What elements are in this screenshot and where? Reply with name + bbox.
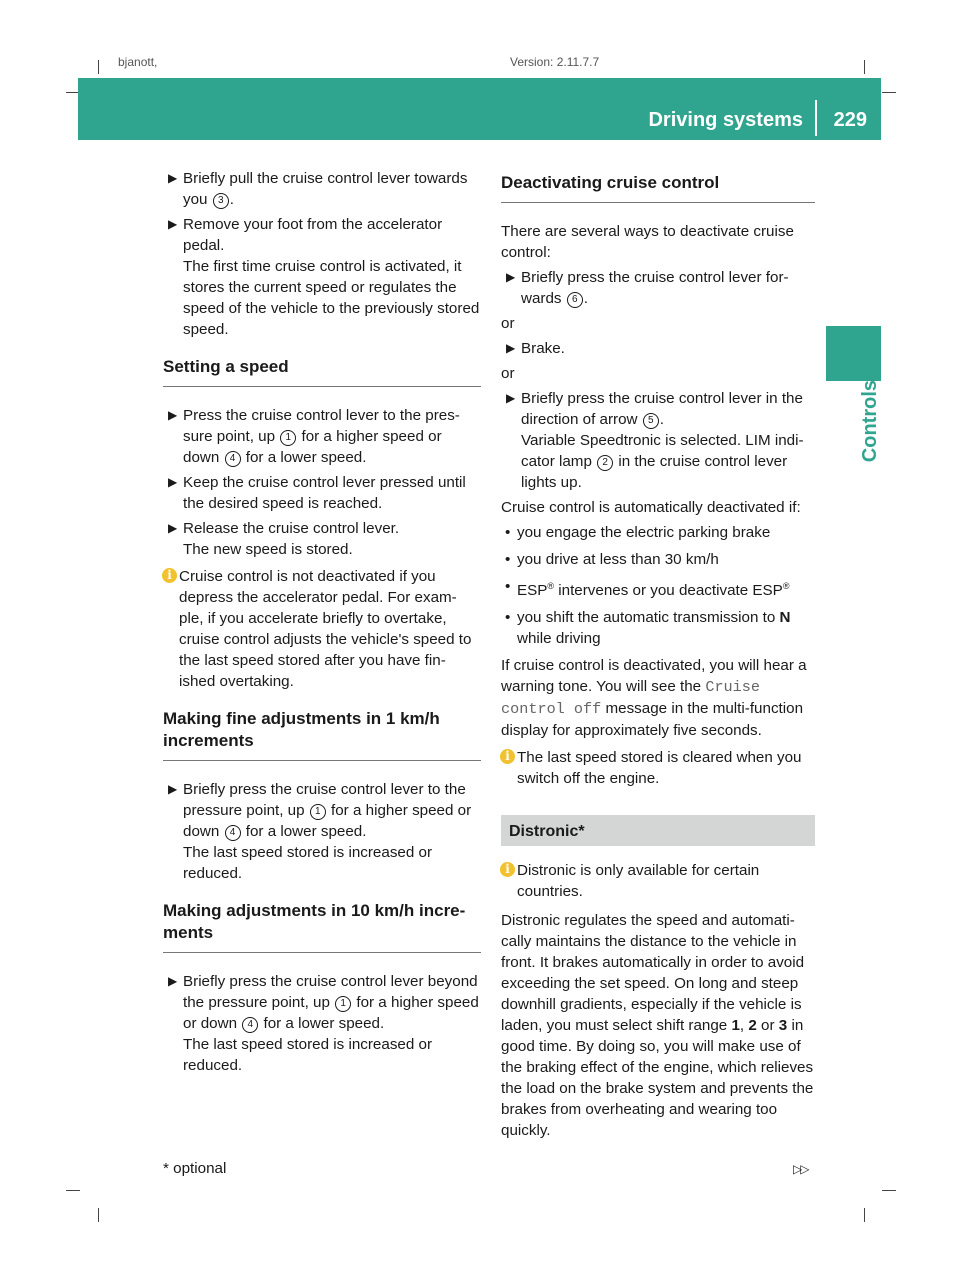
bullet-text: you engage the electric parking brake [517, 524, 771, 541]
left-column [163, 168, 481, 1080]
or-text: or [501, 365, 515, 382]
step-item [163, 214, 481, 340]
slug-left: bjanott, [118, 55, 158, 69]
step-arrow-icon: ▶ [168, 217, 178, 231]
crop-mark [882, 92, 896, 93]
paragraph [501, 655, 815, 741]
info-icon: i [500, 862, 515, 877]
paragraph-text: message in the multi-function display for approximately five seconds. [501, 700, 804, 740]
bullet-text: ESP [517, 582, 548, 600]
step-text: Briefly press the cruise control lever for- wards [521, 269, 789, 307]
callout-number: 1 [280, 430, 296, 446]
info-text: The last speed stored is cleared when you switch off the engine. [517, 749, 802, 788]
section-heading: Setting a speed [163, 356, 481, 387]
section-title: Driving systems [648, 109, 803, 131]
step-result-text: Variable Speedtronic is selected. LIM indi- cator lamp [521, 432, 804, 470]
paragraph: Cruise control is automatically deactivated if: [501, 499, 801, 516]
crop-mark [98, 60, 99, 74]
step-result: The first time cruise control is activated, it stores the current speed or regulates the speed of the vehicle to the previously stored speed. [183, 258, 480, 338]
paragraph-text: If cruise control is deactivated, you will hear a warning tone. You will see the [501, 657, 807, 696]
callout-number: 4 [225, 451, 241, 467]
bullet-text: you shift the automatic transmission to [517, 609, 780, 627]
step-text: . [229, 191, 234, 208]
right-column [501, 168, 815, 1145]
step-item [163, 779, 481, 884]
registered-mark: ® [547, 581, 555, 591]
step-text: Keep the cruise control lever pressed until the desired speed is reached. [183, 474, 466, 512]
paragraph-text: Distronic regulates the speed and automati- cally maintains the distance to the vehicle in front. It brakes automatically in order to avoid exceeding the set speed. On long and steep downhill gradients, especially if the vehicle is laden, you must select shift range [501, 912, 805, 1035]
step-text: for a higher speed or down [183, 802, 472, 840]
step-text: Release the cruise control lever. [183, 520, 400, 537]
bullet-text: you drive at less than 30 km/h [517, 551, 719, 568]
header-divider [815, 100, 817, 136]
step-arrow-icon: ▶ [506, 341, 516, 355]
step-item [163, 405, 481, 468]
display-message: Cruise control off [501, 678, 761, 719]
bullet-item [501, 522, 815, 543]
callout-number: 1 [335, 996, 351, 1012]
section-heading: Making adjustments in 10 km/h incre- ments [163, 900, 481, 953]
step-result: The last speed stored is increased or reduced. [183, 844, 433, 882]
step-text: . [583, 290, 588, 307]
callout-number: 4 [242, 1017, 258, 1033]
info-icon: i [500, 749, 515, 764]
step-item [163, 971, 481, 1076]
registered-mark: ® [782, 581, 790, 591]
paragraph: There are several ways to deactivate cruise control: [501, 223, 794, 261]
shift-range: 2 [748, 1017, 757, 1035]
step-item [501, 388, 815, 493]
step-text: . [659, 411, 664, 428]
section-heading: Making fine adjustments in 1 km/h increments [163, 708, 481, 761]
crop-mark [98, 1208, 99, 1222]
step-arrow-icon: ▶ [506, 270, 516, 284]
or-text: or [501, 315, 515, 332]
bullet-item [501, 576, 815, 601]
step-arrow-icon: ▶ [168, 475, 178, 489]
step-text: Remove your foot from the accelerator pedal. [183, 216, 443, 254]
step-item [163, 168, 481, 210]
step-arrow-icon: ▶ [506, 391, 516, 405]
step-text: Briefly pull the cruise control lever towards you [183, 170, 468, 208]
page-header [78, 78, 881, 140]
side-tab-label: Controls [859, 380, 881, 463]
gear-position: N [779, 609, 791, 627]
step-text: for a lower speed. [241, 823, 367, 840]
step-arrow-icon: ▶ [168, 782, 178, 796]
callout-number: 6 [567, 292, 583, 308]
bullet-dot: • [505, 578, 511, 595]
callout-number: 4 [225, 825, 241, 841]
step-text: for a lower speed. [241, 449, 367, 466]
paragraph-text: in good time. By doing so, you will make use of the braking effect of the engine, which relieves the load on the brake system and prevents the brakes from overheating and wearing too quickly. [501, 1017, 814, 1140]
page-number: 229 [833, 109, 867, 131]
footnote: * optional [163, 1160, 227, 1177]
bullet-dot: • [505, 551, 511, 568]
bullet-text: while driving [517, 630, 601, 648]
paragraph-text: , [739, 1017, 749, 1035]
paragraph [501, 910, 815, 1141]
step-arrow-icon: ▶ [168, 171, 178, 185]
bullet-text: intervenes or you deactivate ESP [554, 582, 783, 600]
info-text: Distronic is only available for certain countries. [517, 862, 760, 901]
info-note [501, 860, 815, 902]
step-text: Briefly press the cruise control lever to the pressure point, up [183, 781, 466, 819]
bullet-item [501, 549, 815, 570]
step-item [501, 338, 815, 359]
step-text: for a lower speed. [259, 1015, 385, 1032]
step-result [521, 430, 815, 493]
paragraph-text: or [756, 1017, 779, 1035]
step-item [163, 518, 481, 560]
step-text: Press the cruise control lever to the pres- sure point, up [183, 407, 460, 445]
info-text: Cruise control is not deactivated if you depress the accelerator pedal. For exam- ple, if you accelerate briefly to overtake, cruise control adjusts the vehicle's speed to the last speed stored after you have fin- ished overtaking. [179, 568, 472, 690]
slug-right: Version: 2.11.7.7 [510, 55, 600, 69]
step-result-text: in the cruise control lever lights up. [521, 453, 788, 491]
crop-mark [66, 1190, 80, 1191]
step-result: The last speed stored is increased or reduced. [183, 1036, 433, 1074]
callout-number: 3 [213, 193, 229, 209]
step-text: for a higher speed or down [183, 994, 479, 1032]
info-note [163, 566, 481, 692]
info-note [501, 747, 815, 789]
shift-range: 3 [778, 1017, 788, 1035]
continue-icon: ▷▷ [793, 1162, 808, 1176]
step-text: for a higher speed or down [183, 428, 442, 466]
callout-number: 2 [597, 455, 613, 471]
shift-range: 1 [731, 1017, 740, 1035]
step-item [501, 267, 815, 309]
crop-mark [864, 60, 865, 74]
bullet-item [501, 607, 815, 649]
step-text: Briefly press the cruise control lever in the direction of arrow [521, 390, 803, 428]
crop-mark [864, 1208, 865, 1222]
bullet-dot: • [505, 524, 511, 541]
callout-number: 5 [643, 413, 659, 429]
side-tab [826, 326, 881, 381]
section-heading: Deactivating cruise control [501, 172, 815, 203]
step-arrow-icon: ▶ [168, 974, 178, 988]
info-icon: i [162, 568, 177, 583]
step-arrow-icon: ▶ [168, 521, 178, 535]
step-text: Briefly press the cruise control lever beyond the pressure point, up [183, 973, 478, 1011]
step-arrow-icon: ▶ [168, 408, 178, 422]
crop-mark [882, 1190, 896, 1191]
section-band: Distronic* [501, 815, 815, 846]
step-text: Brake. [521, 340, 565, 357]
step-result: The new speed is stored. [183, 541, 353, 558]
bullet-dot: • [505, 609, 511, 627]
step-item [163, 472, 481, 514]
callout-number: 1 [310, 804, 326, 820]
